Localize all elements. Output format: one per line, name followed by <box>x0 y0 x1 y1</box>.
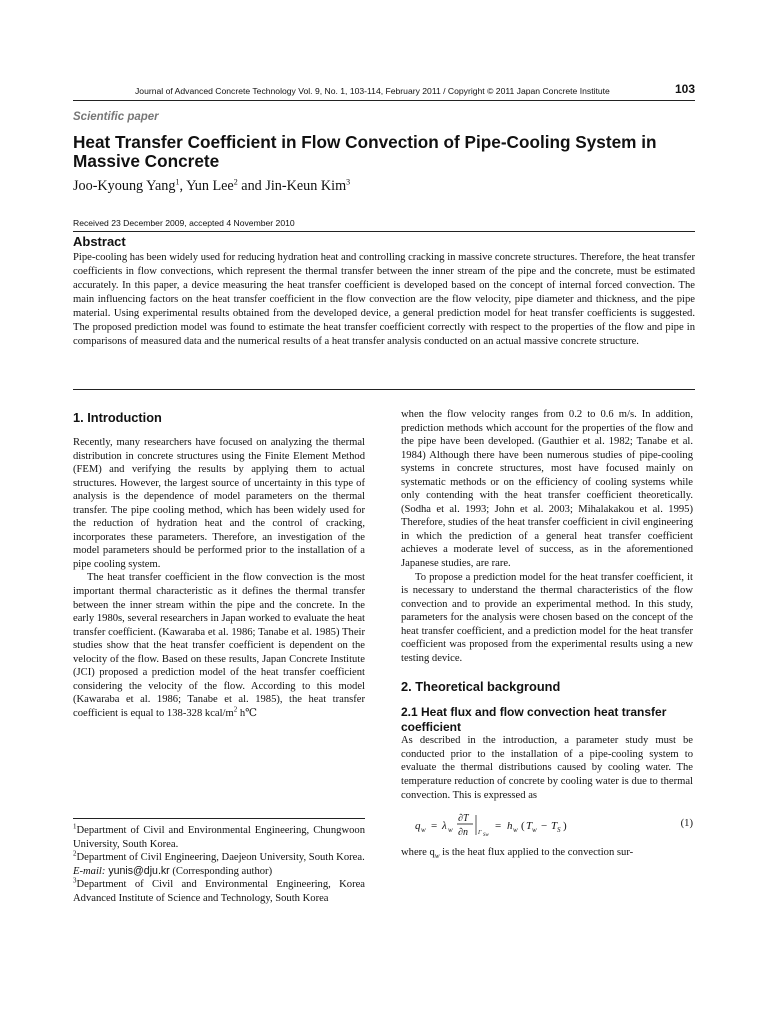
intro-paragraph: when the flow velocity ranges from 0.2 to 0.6 m/s. In addition, prediction methods which account for the properties of the flow and the pipe have been developed. (Gauthier et al. 1982; Tanabe et al. 1984) Although there have been numerous studies of pipe-cooling systems in concrete structures, most have focused mainly on systematic methods or on the efficiency of cooling systems while only contending with the heat transfer coefficient theoretically. (Sodha et al. 1993; John et al. 2003; Mihalakakou et al. 1995) Therefore, studies of the heat transfer coefficient in civil engineering in which the prediction of a general heat transfer coefficient achieves a moderate level of success, as in the aforementioned Japanese studies, are rare. <box>401 409 693 570</box>
email-address[interactable]: yunis@dju.kr <box>105 864 170 877</box>
svg-text:−: − <box>541 820 548 833</box>
theory-paragraph: As described in the introduction, a parameter study must be conducted prior to the installation of a pipe-cooling system to evaluate the thermal distributions caused by cooling water. The temperature reduction of concrete by cooling water is due to thermal convection. This is expressed as <box>401 735 693 801</box>
running-header <box>73 82 695 101</box>
author-name: Joo-Kyoung Yang <box>73 178 176 194</box>
author-affiliation-mark: 2 <box>233 177 238 187</box>
svg-text:T: T <box>551 820 558 833</box>
intro-paragraph <box>73 571 365 720</box>
intro-paragraph: To propose a prediction model for the heat transfer coefficient, it is necessary to understand the thermal characteristics of the flow convection and to provide an experimental method. In this study, parameters for the analysis were chosen based on the concept of the heat transfer coefficient, and a prediction model for the heat transfer coefficient was proposed from the experimental results using a new testing device. <box>401 571 693 664</box>
section-heading-introduction: 1. Introduction <box>73 410 162 425</box>
left-column <box>73 408 365 720</box>
superscript: 2 <box>233 705 238 714</box>
subsection-heading: 2.1 Heat flux and flow convection heat transfer coefficient <box>401 705 667 734</box>
abstract-heading: Abstract <box>73 234 126 249</box>
author-separator: , <box>179 178 187 194</box>
author-affiliation-mark: 3 <box>346 177 351 187</box>
paper-type-label: Scientific paper <box>73 111 159 123</box>
svg-text:∂n: ∂n <box>458 827 468 839</box>
paper-title: Heat Transfer Coefficient in Flow Convection of Pipe-Cooling System in Massive Concrete <box>73 132 657 171</box>
theory-paragraph <box>401 846 693 864</box>
author-name: Jin-Keun Kim <box>265 178 347 194</box>
svg-text:): ) <box>563 820 567 833</box>
svg-text:w: w <box>421 826 426 835</box>
intro-paragraph-text: The heat transfer coefficient in the flow convection is the most important thermal characteristic as it defines the thermal transfer between the inner stream within the pipe and the concrete. In the early 1980s, several researchers in Japan worked to evaluate the heat transfer coefficient. (Kawaraba et al. 1986; Tanabe et al. 1985) Their studies show that the heat transfer coefficient is dependent on the velocity of the flow. Based on these results, Japan Concrete Institute (JCI) proposed a prediction model of the heat transfer coefficient considering the velocity of the flow. According to this model (Kawaraba et al. 1986; Tanabe et al. 1985), the heat transfer coefficient is equal to 138-328 kcal/m <box>73 572 365 719</box>
footnote-mark: 3 <box>73 876 77 885</box>
svg-text:T: T <box>526 820 533 833</box>
author-name: Yun Lee <box>186 178 234 194</box>
equation-1 <box>401 810 693 840</box>
footnote-affiliation-3 <box>73 878 365 905</box>
equation-number: (1) <box>680 818 693 830</box>
footnote-text: Department of Civil and Environmental Engineering, Korea Advanced Institute of Science and Technology, South Korea <box>73 879 365 904</box>
right-column <box>401 408 693 864</box>
footnote-mark: 1 <box>73 822 77 831</box>
svg-text:S: S <box>557 826 561 835</box>
abstract-text: Pipe-cooling has been widely used for reducing hydration heat and controlling cracking in massive concrete structures. Therefore, the heat transfer coefficients in flow convections, which represent the thermal transfer between the inner stream of the pipe and the concrete, must be estimated accurately. In this paper, a device measuring the heat transfer coefficient is developed based on the concept of internal forced convection. The main influencing factors on the heat transfer coefficient in the flow convection are the flow velocity, pipe diameter and thickness, and the pipe material. Using experimental results obtained from the developed device, a general prediction model for heat transfer coefficients is suggested. The proposed prediction model was found to estimate the heat transfer coefficient correctly with respect to the properties of the flow and pipe in comparisons of measured data and the numerical results of a heat transfer analysis conducted on an actual massive concrete structure. <box>73 252 695 347</box>
journal-citation: Journal of Advanced Concrete Technology Vol. 9, No. 1, 103-114, February 2011 / Copyright © 2011 Japan Concrete Institute <box>135 86 610 96</box>
unit-text: h℃ <box>237 707 258 719</box>
footnote-text: Department of Civil and Environmental Engineering, Chungwoon University, South Korea. <box>73 825 365 850</box>
author-list <box>73 178 350 195</box>
svg-text:w: w <box>532 826 537 835</box>
email-note: (Corresponding author) <box>169 865 273 877</box>
footnote-affiliation-2 <box>73 851 365 865</box>
svg-text:h: h <box>507 820 513 833</box>
theory-paragraph-text: where q <box>401 847 435 859</box>
svg-text:w: w <box>448 826 453 835</box>
page-number: 103 <box>674 82 695 96</box>
svg-text:q: q <box>415 820 421 833</box>
author-separator: and <box>237 178 266 194</box>
equation-formula <box>411 810 611 840</box>
svg-text:w: w <box>513 826 518 835</box>
svg-text:Sw: Sw <box>483 833 489 839</box>
svg-text:λ: λ <box>442 820 447 833</box>
footnote-affiliation-1 <box>73 824 365 851</box>
email-label: E-mail: <box>73 865 106 877</box>
author-affiliation-mark: 1 <box>175 177 180 187</box>
abstract-bottom-rule <box>73 389 695 390</box>
footnote-email <box>73 865 365 879</box>
svg-text:∂T: ∂T <box>458 813 469 825</box>
footnotes <box>73 818 365 906</box>
subscript: w <box>434 852 440 861</box>
svg-text:=: = <box>431 820 438 833</box>
footnote-text: Department of Civil Engineering, Daejeon University, South Korea. <box>76 852 365 864</box>
svg-text:(: ( <box>521 820 525 833</box>
footnote-mark: 2 <box>73 849 77 858</box>
theory-paragraph-text: is the heat flux applied to the convection sur- <box>439 847 634 859</box>
received-dates: Received 23 December 2009, accepted 4 November 2010 <box>73 218 295 228</box>
section-heading-theory: 2. Theoretical background <box>401 679 561 695</box>
svg-text:=: = <box>495 820 502 833</box>
svg-text:Γ: Γ <box>478 830 482 837</box>
intro-paragraph: Recently, many researchers have focused on analyzing the thermal distribution in concrete structures using the Finite Element Method (FEM) and verifying the results by applying them to actual structures. However, the largest source of uncertainty in this type of analysis is the dependence of model parameters on the thermal transfer. The pipe cooling method, which has been widely used for the reduction of hydration heat and the control of cracking, incorporates these parameters. Therefore, an investigation of the model parameters should be performed prior to the installation of a pipe cooling system. <box>73 437 365 570</box>
abstract-top-rule <box>73 231 695 232</box>
